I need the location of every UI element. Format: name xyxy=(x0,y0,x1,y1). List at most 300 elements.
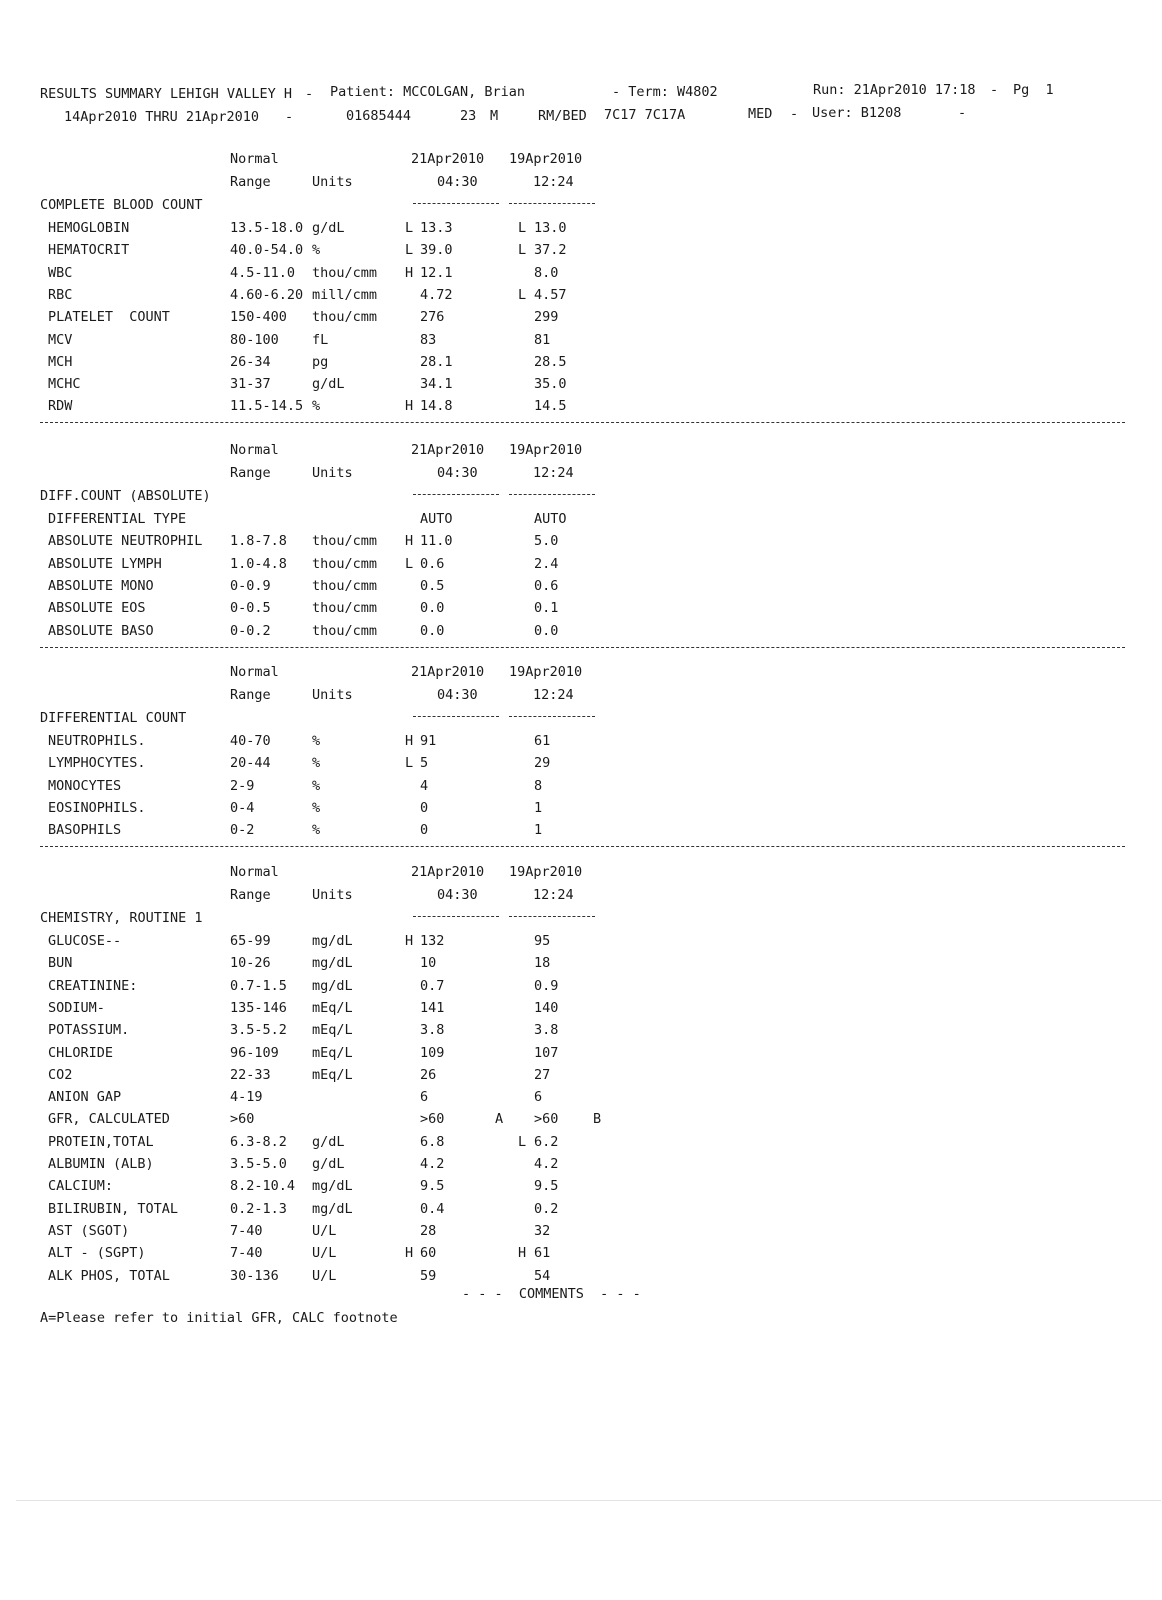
table-row xyxy=(0,511,1162,531)
normal-heading: Normal xyxy=(230,864,279,880)
column-underline xyxy=(509,203,595,204)
units: thou/cmm xyxy=(312,533,378,549)
result-value: 8.0 xyxy=(534,265,559,281)
units: thou/cmm xyxy=(312,309,378,325)
units: pg xyxy=(312,354,329,370)
units: g/dL xyxy=(312,1156,345,1172)
column-heading-row xyxy=(0,864,1162,884)
units: % xyxy=(312,242,321,258)
result-value: 3.8 xyxy=(534,1022,559,1038)
test-name: ANION GAP xyxy=(48,1089,122,1105)
section-title: COMPLETE BLOOD COUNT xyxy=(40,197,203,213)
units: mg/dL xyxy=(312,1178,353,1194)
normal-range: 10-26 xyxy=(230,955,271,971)
units: thou/cmm xyxy=(312,600,378,616)
test-name: PLATELET COUNT xyxy=(48,309,170,325)
section-divider xyxy=(40,846,1125,847)
abnormal-flag: H xyxy=(405,733,414,749)
section-divider xyxy=(40,422,1125,423)
units: g/dL xyxy=(312,1134,345,1150)
abnormal-flag: H xyxy=(405,533,414,549)
result-value: 27 xyxy=(534,1067,551,1083)
abnormal-flag: H xyxy=(405,933,414,949)
result-value: 37.2 xyxy=(534,242,567,258)
column-underline xyxy=(509,494,595,495)
units: % xyxy=(312,398,321,414)
footnote-row xyxy=(0,1310,1162,1330)
result-value: 4.2 xyxy=(420,1156,445,1172)
test-name: HEMOGLOBIN xyxy=(48,220,130,236)
footnote-marker: A xyxy=(495,1111,504,1127)
time-column-1: 04:30 xyxy=(437,887,478,903)
table-row xyxy=(0,1111,1162,1131)
normal-heading: Normal xyxy=(230,664,279,680)
normal-range: 31-37 xyxy=(230,376,271,392)
test-name: LYMPHOCYTES. xyxy=(48,755,146,771)
result-value: 107 xyxy=(534,1045,559,1061)
abnormal-flag: L xyxy=(518,1134,527,1150)
result-value: 5 xyxy=(420,755,429,771)
column-heading-row xyxy=(0,442,1162,462)
column-heading-row xyxy=(0,664,1162,684)
section-title-row xyxy=(0,197,1162,217)
date-column-1: 21Apr2010 xyxy=(411,664,485,680)
date-column-2: 19Apr2010 xyxy=(509,864,583,880)
date-column-2: 19Apr2010 xyxy=(509,442,583,458)
normal-range: 0-2 xyxy=(230,822,255,838)
normal-range: 3.5-5.2 xyxy=(230,1022,287,1038)
result-value: 4.57 xyxy=(534,287,567,303)
result-value: 28.5 xyxy=(534,354,567,370)
abnormal-flag: H xyxy=(405,398,414,414)
result-value: 34.1 xyxy=(420,376,453,392)
normal-range: 1.0-4.8 xyxy=(230,556,287,572)
patient-name: Patient: MCCOLGAN, Brian xyxy=(330,84,526,100)
units: mEq/L xyxy=(312,1000,353,1016)
result-value: 26 xyxy=(420,1067,437,1083)
result-value: 0 xyxy=(420,822,429,838)
units: mg/dL xyxy=(312,933,353,949)
result-value: 2.4 xyxy=(534,556,559,572)
units: % xyxy=(312,733,321,749)
table-row xyxy=(0,1134,1162,1154)
normal-range: 0.2-1.3 xyxy=(230,1201,287,1217)
table-row xyxy=(0,1022,1162,1042)
normal-range: 40-70 xyxy=(230,733,271,749)
result-value: 54 xyxy=(534,1268,551,1284)
normal-range: 40.0-54.0 xyxy=(230,242,304,258)
units: g/dL xyxy=(312,220,345,236)
units: mEq/L xyxy=(312,1022,353,1038)
column-underline xyxy=(413,916,499,917)
test-name: BILIRUBIN, TOTAL xyxy=(48,1201,179,1217)
test-name: ABSOLUTE NEUTROPHIL xyxy=(48,533,203,549)
result-value: 59 xyxy=(420,1268,437,1284)
result-value: 4.2 xyxy=(534,1156,559,1172)
result-value: 12.1 xyxy=(420,265,453,281)
result-value: 8 xyxy=(534,778,543,794)
result-value: 140 xyxy=(534,1000,559,1016)
result-value: 6.8 xyxy=(420,1134,445,1150)
date-column-2: 19Apr2010 xyxy=(509,151,583,167)
range-heading: Range xyxy=(230,687,271,703)
section-title: CHEMISTRY, ROUTINE 1 xyxy=(40,910,203,926)
result-value: 5.0 xyxy=(534,533,559,549)
test-name: MCH xyxy=(48,354,73,370)
normal-range: 150-400 xyxy=(230,309,287,325)
table-row xyxy=(0,556,1162,576)
units: % xyxy=(312,822,321,838)
test-name: POTASSIUM. xyxy=(48,1022,130,1038)
medical-record-number: 01685444 xyxy=(346,108,412,124)
test-name: MCHC xyxy=(48,376,81,392)
test-name: ABSOLUTE MONO xyxy=(48,578,154,594)
time-column-1: 04:30 xyxy=(437,174,478,190)
normal-range: 0-4 xyxy=(230,800,255,816)
units: % xyxy=(312,800,321,816)
result-value: 9.5 xyxy=(534,1178,559,1194)
table-row xyxy=(0,1156,1162,1176)
result-value: 0.5 xyxy=(420,578,445,594)
user-id: User: B1208 xyxy=(812,105,902,121)
abnormal-flag: L xyxy=(518,242,527,258)
section-title-row xyxy=(0,910,1162,930)
table-row xyxy=(0,755,1162,775)
service: MED xyxy=(748,106,773,122)
date-column-1: 21Apr2010 xyxy=(411,151,485,167)
test-name: ABSOLUTE EOS xyxy=(48,600,146,616)
result-value: 6.2 xyxy=(534,1134,559,1150)
report-title: RESULTS SUMMARY LEHIGH VALLEY H xyxy=(40,86,292,102)
header-dash: - xyxy=(305,86,314,102)
normal-range: 65-99 xyxy=(230,933,271,949)
result-value: 14.8 xyxy=(420,398,453,414)
units-heading: Units xyxy=(312,887,353,903)
section-title-row xyxy=(0,488,1162,508)
normal-heading: Normal xyxy=(230,442,279,458)
column-underline xyxy=(413,716,499,717)
result-value: 132 xyxy=(420,933,445,949)
page-bottom-rule xyxy=(16,1500,1161,1501)
normal-range: 22-33 xyxy=(230,1067,271,1083)
date-column-1: 21Apr2010 xyxy=(411,442,485,458)
table-row xyxy=(0,376,1162,396)
normal-range: 30-136 xyxy=(230,1268,279,1284)
test-name: PROTEIN,TOTAL xyxy=(48,1134,154,1150)
abnormal-flag: L xyxy=(518,220,527,236)
result-value: 1 xyxy=(534,800,543,816)
units: % xyxy=(312,755,321,771)
table-row xyxy=(0,220,1162,240)
date-column-2: 19Apr2010 xyxy=(509,664,583,680)
abnormal-flag: L xyxy=(405,556,414,572)
test-name: BUN xyxy=(48,955,73,971)
result-value: AUTO xyxy=(420,511,453,527)
table-row xyxy=(0,1178,1162,1198)
test-name: ABSOLUTE LYMPH xyxy=(48,556,162,572)
test-name: CHLORIDE xyxy=(48,1045,114,1061)
table-row xyxy=(0,533,1162,553)
result-value: 28 xyxy=(420,1223,437,1239)
result-value: 0.0 xyxy=(420,600,445,616)
units: U/L xyxy=(312,1245,337,1261)
units: thou/cmm xyxy=(312,623,378,639)
page-number: Pg 1 xyxy=(1013,82,1054,98)
column-underline xyxy=(509,716,595,717)
test-name: GLUCOSE-- xyxy=(48,933,122,949)
table-row xyxy=(0,1089,1162,1109)
units-heading: Units xyxy=(312,174,353,190)
normal-range: 80-100 xyxy=(230,332,279,348)
result-value: 6 xyxy=(534,1089,543,1105)
table-row xyxy=(0,800,1162,820)
table-row xyxy=(0,733,1162,753)
abnormal-flag: H xyxy=(405,265,414,281)
table-row xyxy=(0,623,1162,643)
result-value: 0.0 xyxy=(420,623,445,639)
section-title: DIFF.COUNT (ABSOLUTE) xyxy=(40,488,211,504)
result-value: 0.4 xyxy=(420,1201,445,1217)
units: mEq/L xyxy=(312,1067,353,1083)
header-dash: - xyxy=(990,82,999,98)
result-value: 13.3 xyxy=(420,220,453,236)
result-value: 0.7 xyxy=(420,978,445,994)
normal-range: 8.2-10.4 xyxy=(230,1178,296,1194)
abnormal-flag: H xyxy=(518,1245,527,1261)
units: thou/cmm xyxy=(312,556,378,572)
test-name: SODIUM- xyxy=(48,1000,105,1016)
table-row xyxy=(0,309,1162,329)
date-range: 14Apr2010 THRU 21Apr2010 xyxy=(64,109,260,125)
abnormal-flag: H xyxy=(405,1245,414,1261)
table-row xyxy=(0,1268,1162,1288)
result-value: 6 xyxy=(420,1089,429,1105)
result-value: 13.0 xyxy=(534,220,567,236)
units: U/L xyxy=(312,1223,337,1239)
patient-sex: M xyxy=(490,108,499,124)
normal-range: 13.5-18.0 xyxy=(230,220,304,236)
column-heading-row xyxy=(0,887,1162,907)
result-value: 1 xyxy=(534,822,543,838)
normal-range: 7-40 xyxy=(230,1245,263,1261)
normal-range: 7-40 xyxy=(230,1223,263,1239)
test-name: ALK PHOS, TOTAL xyxy=(48,1268,170,1284)
test-name: BASOPHILS xyxy=(48,822,122,838)
range-heading: Range xyxy=(230,887,271,903)
result-value: 35.0 xyxy=(534,376,567,392)
result-value: 29 xyxy=(534,755,551,771)
normal-range: 6.3-8.2 xyxy=(230,1134,287,1150)
table-row xyxy=(0,265,1162,285)
test-name: CREATININE: xyxy=(48,978,138,994)
test-name: CALCIUM: xyxy=(48,1178,114,1194)
table-row xyxy=(0,1045,1162,1065)
result-value: 32 xyxy=(534,1223,551,1239)
table-row xyxy=(0,978,1162,998)
result-value: 28.1 xyxy=(420,354,453,370)
result-value: 60 xyxy=(420,1245,437,1261)
result-value: 0.9 xyxy=(534,978,559,994)
table-row xyxy=(0,398,1162,418)
patient-age: 23 xyxy=(460,108,477,124)
table-row xyxy=(0,955,1162,975)
result-value: 83 xyxy=(420,332,437,348)
normal-range: >60 xyxy=(230,1111,255,1127)
test-name: RDW xyxy=(48,398,73,414)
table-row xyxy=(0,933,1162,953)
footnote-marker: B xyxy=(593,1111,602,1127)
result-value: 14.5 xyxy=(534,398,567,414)
room-bed-label: RM/BED xyxy=(538,108,587,124)
result-value: 0.2 xyxy=(534,1201,559,1217)
time-column-2: 12:24 xyxy=(533,687,574,703)
test-name: RBC xyxy=(48,287,73,303)
units: mg/dL xyxy=(312,955,353,971)
column-heading-row xyxy=(0,174,1162,194)
result-value: 91 xyxy=(420,733,437,749)
normal-range: 4-19 xyxy=(230,1089,263,1105)
normal-range: 20-44 xyxy=(230,755,271,771)
test-name: MONOCYTES xyxy=(48,778,122,794)
normal-range: 4.5-11.0 xyxy=(230,265,296,281)
abnormal-flag: L xyxy=(518,287,527,303)
test-name: NEUTROPHILS. xyxy=(48,733,146,749)
units: thou/cmm xyxy=(312,265,378,281)
header-dash: - xyxy=(285,109,294,125)
result-value: 0.0 xyxy=(534,623,559,639)
terminal-id: - Term: W4802 xyxy=(612,84,718,100)
result-value: 9.5 xyxy=(420,1178,445,1194)
range-heading: Range xyxy=(230,465,271,481)
time-column-1: 04:30 xyxy=(437,465,478,481)
test-name: MCV xyxy=(48,332,73,348)
units-heading: Units xyxy=(312,687,353,703)
time-column-2: 12:24 xyxy=(533,887,574,903)
result-value: 4.72 xyxy=(420,287,453,303)
result-value: 299 xyxy=(534,309,559,325)
header-dash: - xyxy=(790,106,799,122)
abnormal-flag: L xyxy=(405,242,414,258)
result-value: 109 xyxy=(420,1045,445,1061)
units: thou/cmm xyxy=(312,578,378,594)
result-value: 0.1 xyxy=(534,600,559,616)
normal-range: 2-9 xyxy=(230,778,255,794)
table-row xyxy=(0,1201,1162,1221)
result-value: >60 xyxy=(534,1111,559,1127)
result-value: 0 xyxy=(420,800,429,816)
normal-range: 3.5-5.0 xyxy=(230,1156,287,1172)
column-underline xyxy=(413,494,499,495)
result-value: 61 xyxy=(534,733,551,749)
table-row xyxy=(0,332,1162,352)
table-row xyxy=(0,1245,1162,1265)
room-bed: 7C17 7C17A xyxy=(604,107,686,123)
time-column-2: 12:24 xyxy=(533,465,574,481)
normal-range: 1.8-7.8 xyxy=(230,533,287,549)
result-value: 10 xyxy=(420,955,437,971)
table-row xyxy=(0,600,1162,620)
normal-range: 0-0.5 xyxy=(230,600,271,616)
table-row xyxy=(0,287,1162,307)
test-name: AST (SGOT) xyxy=(48,1223,130,1239)
normal-range: 96-109 xyxy=(230,1045,279,1061)
test-name: WBC xyxy=(48,265,73,281)
time-column-2: 12:24 xyxy=(533,174,574,190)
column-underline xyxy=(509,916,595,917)
units: mg/dL xyxy=(312,1201,353,1217)
result-value: 18 xyxy=(534,955,551,971)
normal-range: 11.5-14.5 xyxy=(230,398,304,414)
column-heading-row xyxy=(0,687,1162,707)
table-row xyxy=(0,1000,1162,1020)
result-value: 61 xyxy=(534,1245,551,1261)
units: mg/dL xyxy=(312,978,353,994)
column-heading-row xyxy=(0,465,1162,485)
normal-range: 0-0.9 xyxy=(230,578,271,594)
test-name: ALT - (SGPT) xyxy=(48,1245,146,1261)
header-dash: - xyxy=(958,105,967,121)
result-value: 11.0 xyxy=(420,533,453,549)
section-divider xyxy=(40,647,1125,648)
test-name: CO2 xyxy=(48,1067,73,1083)
table-row xyxy=(0,1223,1162,1243)
result-value: 141 xyxy=(420,1000,445,1016)
range-heading: Range xyxy=(230,174,271,190)
table-row xyxy=(0,778,1162,798)
result-value: 81 xyxy=(534,332,551,348)
units: % xyxy=(312,778,321,794)
result-value: 95 xyxy=(534,933,551,949)
units: U/L xyxy=(312,1268,337,1284)
date-column-1: 21Apr2010 xyxy=(411,864,485,880)
table-row xyxy=(0,242,1162,262)
abnormal-flag: L xyxy=(405,220,414,236)
normal-range: 4.60-6.20 xyxy=(230,287,304,303)
section-title: DIFFERENTIAL COUNT xyxy=(40,710,187,726)
result-value: >60 xyxy=(420,1111,445,1127)
test-name: HEMATOCRIT xyxy=(48,242,130,258)
result-value: 0.6 xyxy=(534,578,559,594)
table-row xyxy=(0,354,1162,374)
run-datetime: Run: 21Apr2010 17:18 xyxy=(813,82,976,98)
units-heading: Units xyxy=(312,465,353,481)
test-name: EOSINOPHILS. xyxy=(48,800,146,816)
result-value: 39.0 xyxy=(420,242,453,258)
normal-heading: Normal xyxy=(230,151,279,167)
units: g/dL xyxy=(312,376,345,392)
abnormal-flag: L xyxy=(405,755,414,771)
table-row xyxy=(0,822,1162,842)
result-value: 3.8 xyxy=(420,1022,445,1038)
normal-range: 135-146 xyxy=(230,1000,287,1016)
test-name: ALBUMIN (ALB) xyxy=(48,1156,154,1172)
normal-range: 26-34 xyxy=(230,354,271,370)
result-value: AUTO xyxy=(534,511,567,527)
units: fL xyxy=(312,332,329,348)
result-value: 276 xyxy=(420,309,445,325)
normal-range: 0-0.2 xyxy=(230,623,271,639)
result-value: 0.6 xyxy=(420,556,445,572)
normal-range: 0.7-1.5 xyxy=(230,978,287,994)
result-value: 4 xyxy=(420,778,429,794)
table-row xyxy=(0,578,1162,598)
column-heading-row xyxy=(0,151,1162,171)
comments-label: - - - COMMENTS - - - xyxy=(462,1286,641,1302)
section-title-row xyxy=(0,710,1162,730)
units: mEq/L xyxy=(312,1045,353,1061)
units: mill/cmm xyxy=(312,287,378,303)
test-name: DIFFERENTIAL TYPE xyxy=(48,511,187,527)
